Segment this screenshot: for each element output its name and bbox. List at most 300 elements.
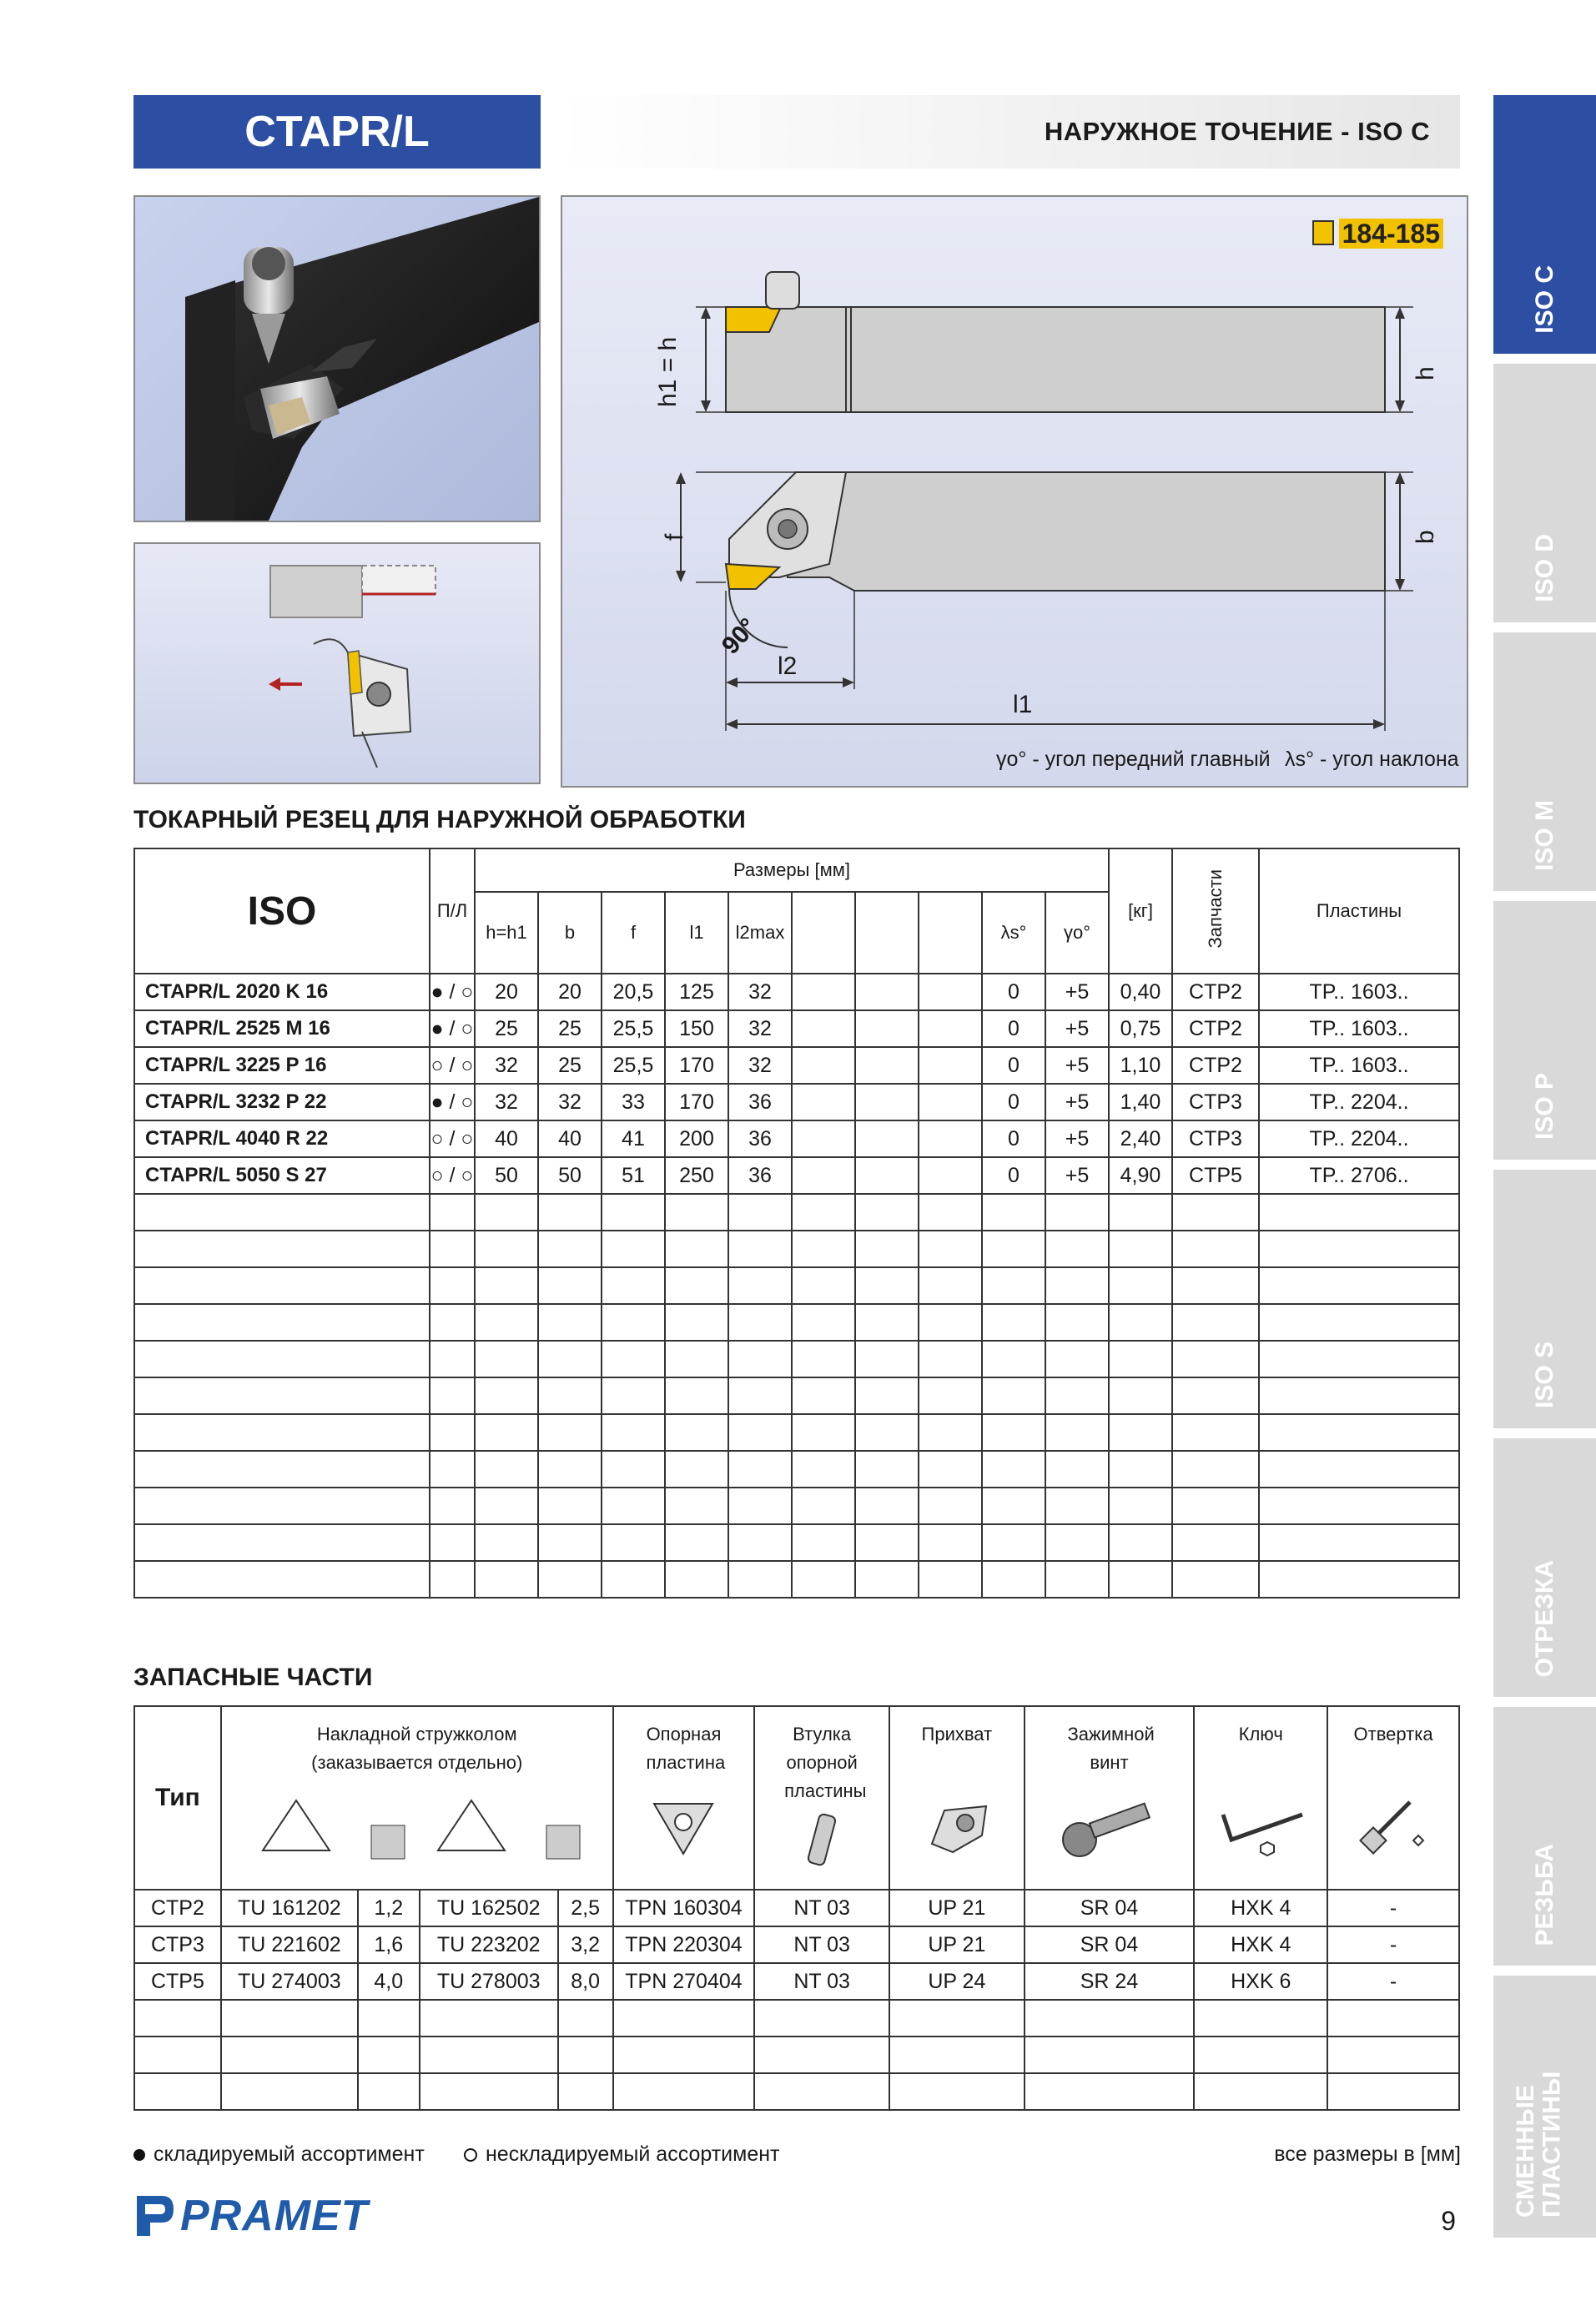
cell-kg [1109,1524,1172,1561]
cell-f [602,1488,665,1524]
screw-icon [1059,1794,1159,1860]
cell-spare [1172,1267,1259,1304]
units-note: все размеры в [мм] [1274,2142,1461,2166]
cell-code [134,1267,430,1304]
cell-key [1194,2037,1327,2073]
cell-l1 [665,1231,728,1267]
cell-lambda [982,1524,1045,1561]
empty-row [134,2000,1459,2037]
cell-s2: 8,0 [558,1963,613,2000]
cell-f [602,1341,665,1377]
cell-lambda: 0 [982,974,1045,1010]
cell-cb1: TU 161202 [221,1890,358,1926]
cell-e2 [855,1304,919,1341]
cell-l2 [728,1194,792,1231]
cell-f [602,1414,665,1451]
sleeve-header: Втулка опорной пластины [754,1706,889,1890]
cell-gamma [1045,1488,1109,1524]
col-b-header: b [538,892,602,974]
cell-l2 [728,1267,792,1304]
cell-b: 50 [538,1157,602,1194]
cell-b: 25 [538,1010,602,1047]
cell-e3 [919,1267,982,1304]
cell-cb1: TU 274003 [221,1963,358,2000]
cell-e3 [919,1341,982,1377]
cell-e1 [792,974,855,1010]
cell-kg: 1,40 [1109,1084,1172,1120]
cell-e3 [919,974,982,1010]
table-row [134,1926,1459,1963]
cell-e3 [919,1304,982,1341]
chipbreaker-header: Накладной стружколом (заказывается отдельно) [221,1706,613,1890]
iso-header: ISO [134,848,430,974]
empty-row [134,1414,1459,1451]
cell-e2 [855,1341,919,1377]
screwdriver-icon [1352,1794,1435,1860]
cell-spare: CTP2 [1172,1010,1259,1047]
cell-e3 [919,1047,982,1084]
cell-e2 [855,1194,919,1231]
dim-h-label: h [1412,366,1439,380]
cell-sleeve [754,2000,889,2037]
cell-e3 [919,1120,982,1157]
cell-b: 20 [538,974,602,1010]
cell-lambda [982,1341,1045,1377]
cell-e1 [792,1414,855,1451]
dimensions-header: Размеры [мм] [475,848,1109,892]
cell-h [475,1561,538,1598]
cell-lambda: 0 [982,1084,1045,1120]
cell-gamma: +5 [1045,1010,1109,1047]
col-l1-header: l1 [665,892,728,974]
cell-h: 50 [475,1157,538,1194]
cell-code: CTAPR/L 4040 R 22 [134,1120,430,1157]
cell-hand [430,1561,475,1598]
cell-e1 [792,1341,855,1377]
tab-iso-d[interactable]: ISO D [1493,364,1596,622]
cell-l2: 36 [728,1084,792,1120]
section-header-title: НАРУЖНОЕ ТОЧЕНИЕ - ISO C [1044,117,1430,146]
cell-inserts [1259,1231,1459,1267]
cell-cb1: TU 221602 [221,1926,358,1963]
cell-lambda [982,1377,1045,1414]
cell-sleeve: NT 03 [754,1926,889,1963]
cell-kg: 0,40 [1109,974,1172,1010]
cell-f: 41 [602,1120,665,1157]
cell-lambda: 0 [982,1047,1045,1084]
type-header: Тип [134,1706,221,1890]
cell-screw: SR 04 [1025,1890,1195,1926]
cell-e2 [855,1414,919,1451]
page-title: CTAPR/L [244,108,430,156]
cell-e3 [919,1488,982,1524]
cell-kg [1109,1231,1172,1267]
pramet-logo-icon [133,2193,177,2239]
operation-diagram [133,542,541,784]
cell-hand [430,1524,475,1561]
cell-h [475,1267,538,1304]
cell-hand [430,1414,475,1451]
cell-gamma: +5 [1045,1047,1109,1084]
cell-l1: 250 [665,1157,728,1194]
cell-l1 [665,1267,728,1304]
cell-l2: 32 [728,1047,792,1084]
cell-kg [1109,1377,1172,1414]
cell-hand: ○ / ○ [430,1047,475,1084]
cell-lambda: 0 [982,1157,1045,1194]
cell-hand [430,1304,475,1341]
cell-gamma [1045,1414,1109,1451]
cell-inserts [1259,1414,1459,1451]
cell-s1: 4,0 [358,1963,420,2000]
cell-e3 [919,1231,982,1267]
cell-e2 [855,974,919,1010]
cell-kg [1109,1451,1172,1488]
cell-s2: 3,2 [558,1926,613,1963]
cell-screw: SR 04 [1025,1926,1195,1963]
cell-inserts: TP.. 2706.. [1259,1157,1459,1194]
cell-gamma: +5 [1045,974,1109,1010]
legend-stock: складируемый ассортимент [133,2142,425,2167]
empty-cell [919,892,982,974]
cell-s1 [358,2073,420,2110]
cell-b [538,1414,602,1451]
technical-drawing [561,195,1468,788]
cell-shim [613,2037,755,2073]
cell-e3 [919,1157,982,1194]
cell-s1 [358,2000,420,2037]
cell-cb2: TU 162502 [420,1890,558,1926]
cell-h: 32 [475,1047,538,1084]
cell-gamma [1045,1341,1109,1377]
table-row [134,1084,1459,1120]
cell-e1 [792,1451,855,1488]
cell-code [134,1561,430,1598]
cell-h [475,1304,538,1341]
cell-e2 [855,1267,919,1304]
cell-clamp [889,2037,1025,2073]
cell-kg: 2,40 [1109,1120,1172,1157]
clamp-header: Прихват [889,1706,1025,1890]
cell-b [538,1488,602,1524]
cell-type: CTP2 [134,1890,221,1926]
cell-f [602,1304,665,1341]
cell-e1 [792,1267,855,1304]
cell-h [475,1414,538,1451]
empty-row [134,2073,1459,2110]
tab-iso-s[interactable]: ISO S [1493,1170,1596,1428]
cell-b [538,1304,602,1341]
tab-iso-c[interactable]: ISO C [1493,95,1596,354]
cell-kg [1109,1267,1172,1304]
hex-key-icon [1211,1794,1311,1860]
cell-l2 [728,1377,792,1414]
cell-inserts [1259,1377,1459,1414]
cell-l2 [728,1341,792,1377]
cell-inserts: TP.. 1603.. [1259,974,1459,1010]
section-header-bar [557,95,1460,169]
cell-spare [1172,1377,1259,1414]
spare-parts-table [133,1705,1460,2111]
cell-b [538,1267,602,1304]
cell-code: CTAPR/L 3225 P 16 [134,1047,430,1084]
cell-e2 [855,1451,919,1488]
cell-b [538,1231,602,1267]
cell-code [134,1451,430,1488]
cell-e1 [792,1120,855,1157]
cell-l1 [665,1377,728,1414]
cell-e2 [855,1524,919,1561]
dim-h1h-label: h1 = h [654,336,682,407]
cell-screw [1025,2000,1195,2037]
filled-dot-icon [133,2149,145,2161]
col-gamma-header: γo° [1045,892,1109,974]
cell-lambda: 0 [982,1010,1045,1047]
cell-f [602,1377,665,1414]
cell-l1: 170 [665,1084,728,1120]
cell-gamma [1045,1194,1109,1231]
cell-hand: ○ / ○ [430,1120,475,1157]
tab-iso-p[interactable]: ISO P [1493,901,1596,1160]
cell-s1: 1,6 [358,1926,420,1963]
cell-b [538,1341,602,1377]
cell-clamp [889,2000,1025,2037]
empty-row [134,1488,1459,1524]
legend-nonstock: нескладируемый ассортимент [464,2142,780,2167]
dim-l1-label: l1 [1013,691,1033,718]
cell-gamma [1045,1561,1109,1598]
cell-kg: 0,75 [1109,1010,1172,1047]
empty-cell [792,892,855,974]
cell-e1 [792,1010,855,1047]
spare-parts-title: ЗАПАСНЫЕ ЧАСТИ [133,1664,373,1691]
cell-inserts [1259,1267,1459,1304]
cell-kg [1109,1194,1172,1231]
cell-e2 [855,1120,919,1157]
cell-l1 [665,1341,728,1377]
cell-l2 [728,1414,792,1451]
cell-hand [430,1377,475,1414]
cell-l2: 36 [728,1120,792,1157]
cell-e1 [792,1157,855,1194]
cell-code [134,1488,430,1524]
cell-l1: 150 [665,1010,728,1047]
cell-b [538,1561,602,1598]
cell-gamma [1045,1304,1109,1341]
cell-gamma [1045,1377,1109,1414]
cell-key: HXK 4 [1194,1926,1327,1963]
cell-f: 25,5 [602,1047,665,1084]
cell-key: HXK 4 [1194,1890,1327,1926]
cell-clamp [889,2073,1025,2110]
cell-sleeve: NT 03 [754,1963,889,2000]
cell-l1: 170 [665,1047,728,1084]
tab-inserts[interactable]: СМЕННЫЕ ПЛАСТИНЫ [1493,1976,1596,2238]
cell-kg: 4,90 [1109,1157,1172,1194]
cell-cb2 [420,2073,558,2110]
cell-e1 [792,1231,855,1267]
cell-spare: CTP5 [1172,1157,1259,1194]
spare-parts-header: Запчасти [1172,848,1259,974]
screwdriver-header: Отвертка [1327,1706,1459,1890]
product-photo [133,195,541,522]
cell-screw: SR 24 [1025,1963,1195,2000]
cell-b [538,1524,602,1561]
cell-l1 [665,1451,728,1488]
tab-parting[interactable]: ОТРЕЗКА [1493,1438,1596,1697]
table-row [134,1157,1459,1194]
cell-inserts: TP.. 2204.. [1259,1120,1459,1157]
cell-kg [1109,1488,1172,1524]
dim-f-label: f [661,533,688,541]
cell-cb1 [221,2037,358,2073]
cell-spare [1172,1561,1259,1598]
cell-lambda [982,1561,1045,1598]
cell-cb2: TU 278003 [420,1963,558,2000]
cell-lambda [982,1194,1045,1231]
cell-spare [1172,1488,1259,1524]
cell-inserts [1259,1488,1459,1524]
cell-spare [1172,1194,1259,1231]
cell-driver: - [1327,1890,1459,1926]
table-row [134,1120,1459,1157]
cell-lambda [982,1304,1045,1341]
cell-l1 [665,1414,728,1451]
table-row [134,1963,1459,2000]
cell-driver [1327,2000,1459,2037]
cell-screw [1025,2037,1195,2073]
cell-e1 [792,1047,855,1084]
cell-e3 [919,1451,982,1488]
hand-header: П/Л [430,848,475,974]
main-table-title: ТОКАРНЫЙ РЕЗЕЦ ДЛЯ НАРУЖНОЙ ОБРАБОТКИ [133,806,746,833]
tab-threading[interactable]: РЕЗЬБА [1493,1707,1596,1966]
cell-f: 25,5 [602,1010,665,1047]
empty-row [134,1451,1459,1488]
cell-kg [1109,1304,1172,1341]
cell-inserts [1259,1304,1459,1341]
cell-spare [1172,1231,1259,1267]
dim-l2-label: l2 [778,652,798,680]
cell-f [602,1451,665,1488]
cell-inserts: TP.. 2204.. [1259,1084,1459,1120]
empty-row [134,1231,1459,1267]
cell-key [1194,2073,1327,2110]
cell-f [602,1194,665,1231]
cell-gamma: +5 [1045,1157,1109,1194]
cell-l2 [728,1451,792,1488]
cell-spare [1172,1304,1259,1341]
cell-type [134,2073,221,2110]
cell-spare [1172,1524,1259,1561]
cell-b: 40 [538,1120,602,1157]
hollow-dot-icon [464,2148,477,2162]
cell-clamp: UP 24 [889,1963,1025,2000]
cell-l2 [728,1524,792,1561]
empty-row [134,1524,1459,1561]
cell-gamma [1045,1451,1109,1488]
cell-gamma [1045,1231,1109,1267]
cell-driver [1327,2037,1459,2073]
cell-screw [1025,2073,1195,2110]
cell-e1 [792,1084,855,1120]
cell-b [538,1451,602,1488]
shim-header: Опорная пластина [613,1706,755,1890]
empty-row [134,2037,1459,2073]
cell-lambda: 0 [982,1120,1045,1157]
cell-gamma: +5 [1045,1120,1109,1157]
cell-e1 [792,1304,855,1341]
cell-e3 [919,1414,982,1451]
shim-icon [646,1795,721,1862]
table-row [134,974,1459,1010]
empty-cell [855,892,919,974]
cell-inserts: TP.. 1603.. [1259,1047,1459,1084]
cell-e3 [919,1010,982,1047]
cell-lambda [982,1267,1045,1304]
cell-shim: TPN 220304 [613,1926,755,1963]
caption-lambda: λs° - угол наклона [1285,748,1459,771]
cell-clamp: UP 21 [889,1890,1025,1926]
cell-lambda [982,1488,1045,1524]
cell-hand [430,1231,475,1267]
cell-cb2 [420,2037,558,2073]
cell-l1 [665,1524,728,1561]
cell-f: 33 [602,1084,665,1120]
cell-f [602,1267,665,1304]
cell-b: 32 [538,1084,602,1120]
cell-h [475,1377,538,1414]
cell-spare: CTP2 [1172,974,1259,1010]
cell-type [134,2000,221,2037]
page-reference[interactable]: 184-185 [1312,219,1443,249]
cell-spare: CTP3 [1172,1120,1259,1157]
cell-hand [430,1267,475,1304]
cell-code [134,1341,430,1377]
cell-l1: 200 [665,1120,728,1157]
cell-driver [1327,2073,1459,2110]
cell-lambda [982,1231,1045,1267]
screw-header: Зажимной винт [1025,1706,1195,1890]
cell-e2 [855,1084,919,1120]
cell-l2 [728,1561,792,1598]
cell-l1 [665,1561,728,1598]
cell-l2 [728,1488,792,1524]
cell-h [475,1488,538,1524]
cell-code [134,1194,430,1231]
cell-code: CTAPR/L 5050 S 27 [134,1157,430,1194]
cell-spare [1172,1341,1259,1377]
cell-shim: TPN 270404 [613,1963,755,2000]
cell-e2 [855,1488,919,1524]
tab-iso-m[interactable]: ISO M [1493,632,1596,891]
cell-h: 32 [475,1084,538,1120]
cell-hand: ○ / ○ [430,1157,475,1194]
cell-hand: ● / ○ [430,1084,475,1120]
cell-b [538,1194,602,1231]
cell-f [602,1561,665,1598]
cell-gamma [1045,1267,1109,1304]
cell-f [602,1524,665,1561]
cell-inserts [1259,1524,1459,1561]
cell-type: CTP3 [134,1926,221,1963]
cell-hand [430,1194,475,1231]
cell-hand [430,1488,475,1524]
cell-hand [430,1451,475,1488]
cell-h: 25 [475,1010,538,1047]
cell-f [602,1231,665,1267]
cell-lambda [982,1414,1045,1451]
